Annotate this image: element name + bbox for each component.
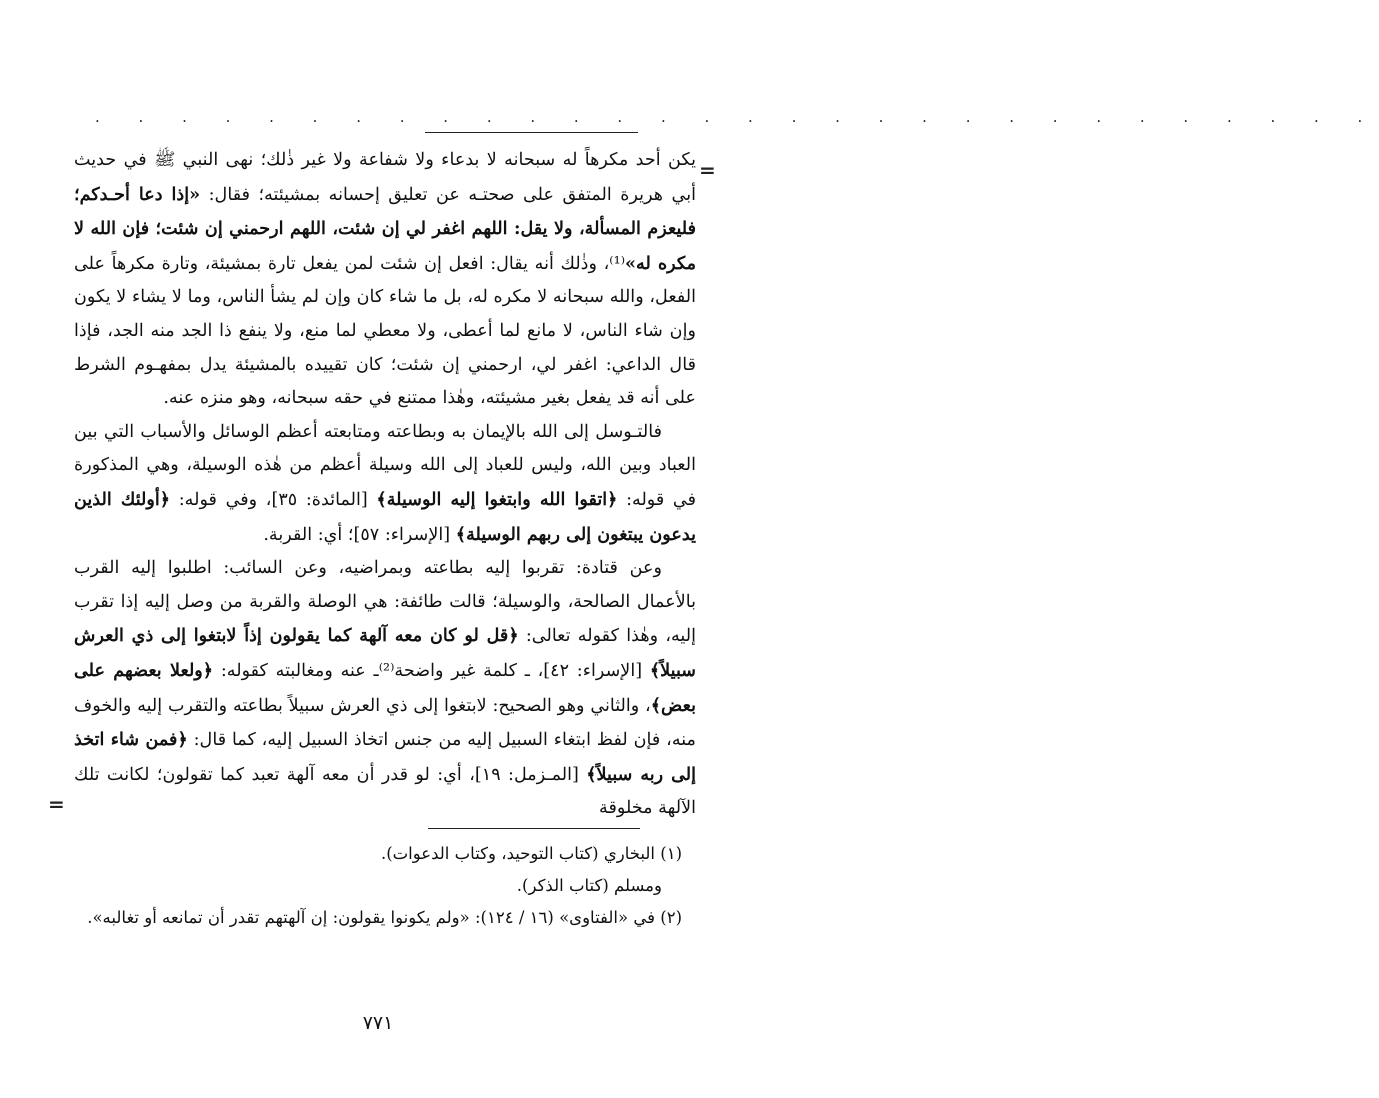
footnote-ref-1: ⁽¹⁾ — [609, 253, 626, 274]
continuation-mark-bottom: = — [48, 792, 65, 816]
paragraph-3 — [74, 552, 696, 826]
paragraph-3-text-b: [الإسراء: ٤٢]، ـ كلمة غير واضحة — [394, 660, 650, 681]
footnote-ref-2: ⁽²⁾ — [378, 660, 395, 681]
paragraph-1 — [74, 144, 696, 416]
paragraph-2-text-c: [الإسراء: ٥٧]؛ أي: القربة. — [263, 524, 456, 545]
quran-verse-muzzammil: ﴿فمن شاء اتخذ إلى ربه سبيلاً﴾ — [74, 729, 696, 785]
paragraph-3-text-e: [المـزمل: ١٩]، أي: لو قدر أن معه آلهة تعبد كما تقولون؛ لكانت تلك الآلهة مخلوقة — [74, 764, 696, 819]
paragraph-3-text-c: ـ عنه ومغالبته كقوله: — [213, 660, 379, 681]
header-dots: . . . . . . . . . . . . . . . . . . . . . . . . . . . . . . — [95, 108, 1379, 126]
paragraph-2-text-b: [المائدة: ٣٥]، وفي قوله: — [170, 489, 377, 510]
quran-verse-isra-57: ﴿أولئك الذين يدعون يبتغون إلى ربهم الوسيلة﴾ — [74, 488, 696, 545]
main-text — [74, 144, 696, 826]
quran-verse-muminun: ﴿ولعلا بعضهم على بعض﴾ — [74, 659, 696, 716]
paragraph-2-text-a: فالتـوسل إلى الله بالإيمان به وبطاعته ومتابعته أعظم الوسائل والأسباب التي بين العباد وبين الله، وليس للعباد إلى الله وسيلة أعظم من هٰذه الوسيلة، وهي المذكورة في قوله: — [74, 421, 696, 510]
paragraph-2 — [74, 416, 696, 552]
footnote-2: (٢) في «الفتاوى» (١٦ / ١٢٤): «ولم يكونوا يقولون: إن آلهتهم تقدر أن تمانعه أو تغالبه». — [87, 908, 682, 927]
quran-verse-maidah: ﴿اتقوا الله وابتغوا إليه الوسيلة﴾ — [376, 488, 618, 510]
footnotes — [74, 838, 696, 934]
paragraph-3-text-a: وعن قتادة: تقربوا إليه بطاعته وبمراضيه، وعن السائب: اطلبوا إليه القرب بالأعمال الصالحة، والوسيلة؛ قالت طائفة: هي الوصلة والقربة من وصل إليه إذا تقرب إليه، وهٰذا كقوله تعالى: — [74, 558, 696, 647]
footnote-1: (١) البخاري (كتاب التوحيد، وكتاب الدعوات). — [380, 844, 682, 863]
continuation-mark-top: = — [699, 158, 716, 182]
quran-verse-isra-42: ﴿قل لو كان معه آلهة كما يقولون إذاً لابتغوا إلى ذي العرش سبيلاً﴾ — [74, 625, 696, 681]
footnote-1-continued: ومسلم (كتاب الذكر). — [516, 876, 662, 895]
paragraph-1-text-a: يكن أحد مكرهاً له سبحانه لا بدعاء ولا شفاعة ولا غير ذٰلك؛ نهى النبي ﷺ في حديث أبي هريرة المتفق على صحتـه عن تعليق إحسانه بمشيئته؛ فقال: — [74, 150, 696, 205]
page-number: ٧٧١ — [362, 1012, 394, 1034]
header-rule — [425, 132, 638, 133]
paragraph-3-text-d: ، والثاني وهو الصحيح: لابتغوا إلى ذي العرش سبيلاً بطاعته والتقرب إليه والخوف منه، فإن لفظ ابتغاء السبيل إليه من جنس اتخاذ السبيل إليه، كما قال: — [74, 695, 696, 751]
hadith-quote: «إذا دعا أحـدكم؛ فليعزم المسألة، ولا يقل: اللهم اغفر لي إن شئت، اللهم ارحمني إن شئت؛ فإن الله لا مكره له» — [74, 183, 697, 274]
paragraph-1-text-b: ، وذٰلك أنه يقال: افعل إن شئت لمن يفعل تارة بمشيئة، وتارة مكرهاً على الفعل، والله سبحانه لا مكره له، بل ما شاء كان وإن لم يشأ الناس، وما لا يشاء لا يكون وإن شاء الناس، لا مانع لما أعطى، ولا معطي لما منع، ولا ينفع ذا الجد منه الجد، فإذا قال الداعي: اغفر لي، ارحمني إن شئت؛ كان تقييده بالمشيئة يدل بمفهـوم الشرط على أنه قد يفعل بغير مشيئته، وهٰذا ممتنع في حقه سبحانه، وهو منزه عنه. — [74, 253, 696, 409]
footnote-rule — [428, 828, 640, 829]
